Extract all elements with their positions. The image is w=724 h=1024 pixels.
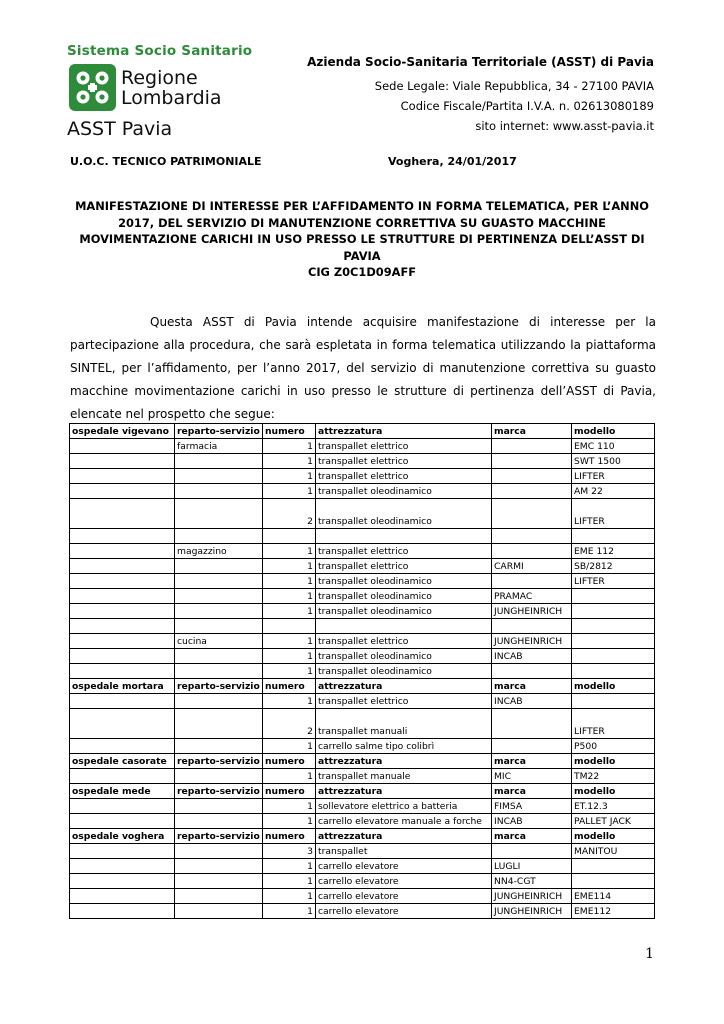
table-cell <box>70 454 175 469</box>
table-cell: TM22 <box>572 769 655 784</box>
table-cell <box>175 769 263 784</box>
table-cell: LIFTER <box>572 469 655 484</box>
table-row <box>70 499 655 529</box>
table-cell <box>70 529 175 544</box>
table-cell: marca <box>492 754 572 769</box>
logo-system-label: Sistema Socio Sanitario <box>67 43 253 59</box>
table-cell: transpallet manuali <box>316 709 492 739</box>
table-cell <box>175 619 263 634</box>
table-cell: sollevatore elettrico a batteria <box>316 799 492 814</box>
table-cell: 1 <box>263 604 316 619</box>
table-cell <box>175 739 263 754</box>
table-section-header <box>70 754 655 769</box>
table-cell: NN4-CGT <box>492 874 572 889</box>
equipment-table <box>69 423 655 919</box>
table-cell: 1 <box>263 739 316 754</box>
table-cell: PRAMAC <box>492 589 572 604</box>
table-cell: transpallet oleodinamico <box>316 574 492 589</box>
table-row <box>70 709 655 739</box>
table-cell <box>572 619 655 634</box>
table-cell <box>175 844 263 859</box>
table-cell <box>316 529 492 544</box>
table-cell <box>70 484 175 499</box>
tax-code: Codice Fiscale/Partita I.V.A. n. 02613080189 <box>400 99 654 113</box>
table-cell: transpallet oleodinamico <box>316 664 492 679</box>
table-cell: magazzino <box>175 544 263 559</box>
table-row <box>70 694 655 709</box>
title-line: MANIFESTAZIONE DI INTERESSE PER L’AFFIDAMENTO IN FORMA TELEMATICA, PER L’ANNO <box>75 199 649 213</box>
table-cell <box>175 454 263 469</box>
table-cell <box>572 529 655 544</box>
table-cell: 1 <box>263 589 316 604</box>
office-label: U.O.C. TECNICO PATRIMONIALE <box>70 155 262 168</box>
table-row <box>70 559 655 574</box>
table-row <box>70 649 655 664</box>
table-cell: 1 <box>263 634 316 649</box>
table-cell: P500 <box>572 739 655 754</box>
table-cell <box>572 874 655 889</box>
regione-lombardia-emblem-icon <box>69 64 116 111</box>
table-cell <box>492 499 572 529</box>
table-cell: 1 <box>263 859 316 874</box>
title-line: 2017, DEL SERVIZIO DI MANUTENZIONE CORRETTIVA SU GUASTO MACCHINE <box>118 215 606 230</box>
table-cell <box>492 529 572 544</box>
table-cell: SWT 1500 <box>572 454 655 469</box>
table-cell: JUNGHEINRICH <box>492 634 572 649</box>
table-cell: 1 <box>263 574 316 589</box>
asst-logo <box>67 43 267 140</box>
page-number: 1 <box>645 946 654 962</box>
agency-name: Azienda Socio-Sanitaria Territoriale (ASST) di Pavia <box>307 55 654 69</box>
table-cell: 3 <box>263 844 316 859</box>
table-cell <box>175 709 263 739</box>
table-row <box>70 454 655 469</box>
table-cell: transpallet manuale <box>316 769 492 784</box>
table-cell: transpallet elettrico <box>316 544 492 559</box>
table-cell: transpallet elettrico <box>316 469 492 484</box>
table-cell <box>175 484 263 499</box>
table-cell <box>572 589 655 604</box>
table-cell <box>572 664 655 679</box>
table-cell: transpallet elettrico <box>316 559 492 574</box>
table-cell: reparto-servizio <box>175 829 263 844</box>
table-cell <box>175 499 263 529</box>
table-cell <box>70 694 175 709</box>
table-cell <box>70 574 175 589</box>
table-cell: transpallet elettrico <box>316 694 492 709</box>
table-cell: 1 <box>263 814 316 829</box>
table-cell <box>492 454 572 469</box>
table-cell: ET.12.3 <box>572 799 655 814</box>
table-cell: 1 <box>263 484 316 499</box>
table-cell <box>175 814 263 829</box>
table-cell: ospedale mortara <box>70 679 175 694</box>
table-row <box>70 664 655 679</box>
table-cell: transpallet elettrico <box>316 634 492 649</box>
table-row <box>70 814 655 829</box>
table-cell <box>316 619 492 634</box>
table-cell: carrello salme tipo colibrì <box>316 739 492 754</box>
logo-region-line1: Regione <box>121 67 198 89</box>
table-cell: 1 <box>263 904 316 919</box>
table-cell <box>70 739 175 754</box>
table-cell: numero <box>263 784 316 799</box>
table-cell: ospedale casorate <box>70 754 175 769</box>
table-row <box>70 619 655 634</box>
table-cell: carrello elevatore manuale a forche <box>316 814 492 829</box>
table-row <box>70 484 655 499</box>
table-cell: 1 <box>263 454 316 469</box>
table-cell <box>175 649 263 664</box>
table-row <box>70 874 655 889</box>
table-cell: attrezzatura <box>316 754 492 769</box>
table-cell: INCAB <box>492 649 572 664</box>
table-row <box>70 544 655 559</box>
table-cell <box>572 649 655 664</box>
table-cell <box>175 694 263 709</box>
table-cell <box>175 664 263 679</box>
table-cell <box>70 649 175 664</box>
table-cell <box>70 634 175 649</box>
legal-address: Sede Legale: Viale Repubblica, 34 - 27100 PAVIA <box>374 79 654 93</box>
logo-region-line2: Lombardia <box>121 87 222 109</box>
table-row <box>70 634 655 649</box>
table-row <box>70 769 655 784</box>
table-cell: transpallet oleodinamico <box>316 499 492 529</box>
table-cell: FIMSA <box>492 799 572 814</box>
table-cell: EME114 <box>572 889 655 904</box>
table-cell: transpallet oleodinamico <box>316 484 492 499</box>
table-cell <box>492 619 572 634</box>
table-cell: numero <box>263 829 316 844</box>
table-cell: attrezzatura <box>316 424 492 439</box>
table-cell: ospedale vigevano <box>70 424 175 439</box>
table-cell: modello <box>572 784 655 799</box>
table-row <box>70 889 655 904</box>
table-cell <box>492 709 572 739</box>
table-cell: SB/2812 <box>572 559 655 574</box>
table-cell <box>70 544 175 559</box>
table-cell <box>572 634 655 649</box>
table-row <box>70 844 655 859</box>
table-cell: CARMI <box>492 559 572 574</box>
table-cell <box>70 709 175 739</box>
table-section-header <box>70 784 655 799</box>
table-cell <box>263 529 316 544</box>
table-cell <box>492 544 572 559</box>
table-cell: attrezzatura <box>316 829 492 844</box>
table-cell: 1 <box>263 664 316 679</box>
table-cell <box>70 604 175 619</box>
table-cell: LIFTER <box>572 499 655 529</box>
table-row <box>70 574 655 589</box>
table-cell: 1 <box>263 439 316 454</box>
table-section-header <box>70 829 655 844</box>
letterhead-details <box>307 52 654 136</box>
table-cell: modello <box>572 754 655 769</box>
table-cell <box>175 559 263 574</box>
table-cell: 1 <box>263 889 316 904</box>
table-cell: farmacia <box>175 439 263 454</box>
table-cell: reparto-servizio <box>175 754 263 769</box>
table-cell <box>572 694 655 709</box>
table-cell <box>175 589 263 604</box>
table-cell <box>492 739 572 754</box>
table-cell <box>175 469 263 484</box>
table-cell <box>492 844 572 859</box>
table-cell <box>175 859 263 874</box>
table-section-header <box>70 424 655 439</box>
table-cell <box>263 619 316 634</box>
table-cell: ospedale mede <box>70 784 175 799</box>
document-title <box>68 198 656 281</box>
table-cell <box>70 499 175 529</box>
table-cell <box>492 484 572 499</box>
table-cell: marca <box>492 424 572 439</box>
table-row <box>70 859 655 874</box>
table-cell: 1 <box>263 559 316 574</box>
table-cell: reparto-servizio <box>175 679 263 694</box>
table-cell <box>175 529 263 544</box>
table-cell: reparto-servizio <box>175 784 263 799</box>
table-cell <box>492 469 572 484</box>
table-cell <box>70 559 175 574</box>
table-cell <box>70 769 175 784</box>
table-cell: marca <box>492 829 572 844</box>
table-cell: LUGLI <box>492 859 572 874</box>
table-cell: attrezzatura <box>316 784 492 799</box>
table-cell: 1 <box>263 694 316 709</box>
table-cell: transpallet oleodinamico <box>316 604 492 619</box>
table-cell <box>70 844 175 859</box>
table-cell: EMC 110 <box>572 439 655 454</box>
table-cell: transpallet elettrico <box>316 439 492 454</box>
table-cell: cucina <box>175 634 263 649</box>
table-cell <box>70 619 175 634</box>
website: sito internet: www.asst-pavia.it <box>475 119 654 133</box>
table-cell: modello <box>572 679 655 694</box>
table-cell <box>175 904 263 919</box>
table-cell: MANITOU <box>572 844 655 859</box>
table-row <box>70 799 655 814</box>
table-cell: modello <box>572 829 655 844</box>
table-cell: 2 <box>263 499 316 529</box>
table-cell <box>175 574 263 589</box>
table-cell <box>70 469 175 484</box>
table-cell: INCAB <box>492 694 572 709</box>
table-cell <box>492 439 572 454</box>
table-section-header <box>70 679 655 694</box>
table-cell: carrello elevatore <box>316 904 492 919</box>
table-cell: 1 <box>263 769 316 784</box>
table-cell: EME 112 <box>572 544 655 559</box>
table-cell <box>70 904 175 919</box>
table-cell: LIFTER <box>572 574 655 589</box>
table-cell: carrello elevatore <box>316 874 492 889</box>
table-cell: 2 <box>263 709 316 739</box>
table-cell <box>572 604 655 619</box>
table-row <box>70 904 655 919</box>
title-line: MOVIMENTAZIONE CARICHI IN USO PRESSO LE STRUTTURE DI PERTINENZA DELL’ASST DI PAVIA <box>79 232 645 263</box>
table-cell: numero <box>263 679 316 694</box>
table-row <box>70 589 655 604</box>
body-paragraph <box>70 311 656 426</box>
table-cell: carrello elevatore <box>316 889 492 904</box>
table-cell: 1 <box>263 799 316 814</box>
table-cell: LIFTER <box>572 709 655 739</box>
table-cell <box>70 859 175 874</box>
table-cell: transpallet oleodinamico <box>316 649 492 664</box>
table-cell: transpallet elettrico <box>316 454 492 469</box>
table-row <box>70 469 655 484</box>
table-cell <box>70 889 175 904</box>
table-cell <box>70 589 175 604</box>
table-row <box>70 604 655 619</box>
table-cell: carrello elevatore <box>316 859 492 874</box>
table-cell: 1 <box>263 874 316 889</box>
table-cell <box>175 889 263 904</box>
body-text: Questa ASST di Pavia intende acquisire manifestazione di interesse per la partecipazione alla procedura, che sarà espletata in forma telematica utilizzando la piattaforma SINTEL, per l’affidamento, per l’anno 2017, del servizio di manutenzione correttiva su guasto macchine movimentazione carichi in uso presso le strutture di pertinenza dell’ASST di Pavia, elencate nel prospetto che segue: <box>70 315 656 421</box>
table-cell: numero <box>263 754 316 769</box>
table-cell <box>175 799 263 814</box>
table-cell: EME112 <box>572 904 655 919</box>
table-cell: transpallet oleodinamico <box>316 589 492 604</box>
table-cell: marca <box>492 679 572 694</box>
table-cell: INCAB <box>492 814 572 829</box>
table-cell: numero <box>263 424 316 439</box>
table-row <box>70 529 655 544</box>
table-cell: attrezzatura <box>316 679 492 694</box>
table-cell: 1 <box>263 544 316 559</box>
table-cell <box>492 664 572 679</box>
table-cell: marca <box>492 784 572 799</box>
table-cell: 1 <box>263 469 316 484</box>
table-cell: MIC <box>492 769 572 784</box>
place-date: Voghera, 24/01/2017 <box>388 155 517 168</box>
table-cell: reparto-servizio <box>175 424 263 439</box>
table-cell: PALLET JACK <box>572 814 655 829</box>
table-cell <box>70 814 175 829</box>
table-cell <box>175 604 263 619</box>
table-cell <box>70 799 175 814</box>
table-cell: JUNGHEINRICH <box>492 604 572 619</box>
table-cell <box>492 574 572 589</box>
table-cell: ospedale voghera <box>70 829 175 844</box>
table-row <box>70 439 655 454</box>
table-cell <box>70 439 175 454</box>
table-cell: JUNGHEINRICH <box>492 889 572 904</box>
table-cell: JUNGHEINRICH <box>492 904 572 919</box>
table-cell: 1 <box>263 649 316 664</box>
table-cell: modello <box>572 424 655 439</box>
table-cell: AM 22 <box>572 484 655 499</box>
table-cell <box>175 874 263 889</box>
table-row <box>70 739 655 754</box>
table-cell <box>70 664 175 679</box>
logo-asst-label: ASST Pavia <box>67 118 173 140</box>
table-cell <box>70 874 175 889</box>
title-line: CIG Z0C1D09AFF <box>307 265 417 279</box>
table-cell <box>572 859 655 874</box>
table-cell: transpallet <box>316 844 492 859</box>
